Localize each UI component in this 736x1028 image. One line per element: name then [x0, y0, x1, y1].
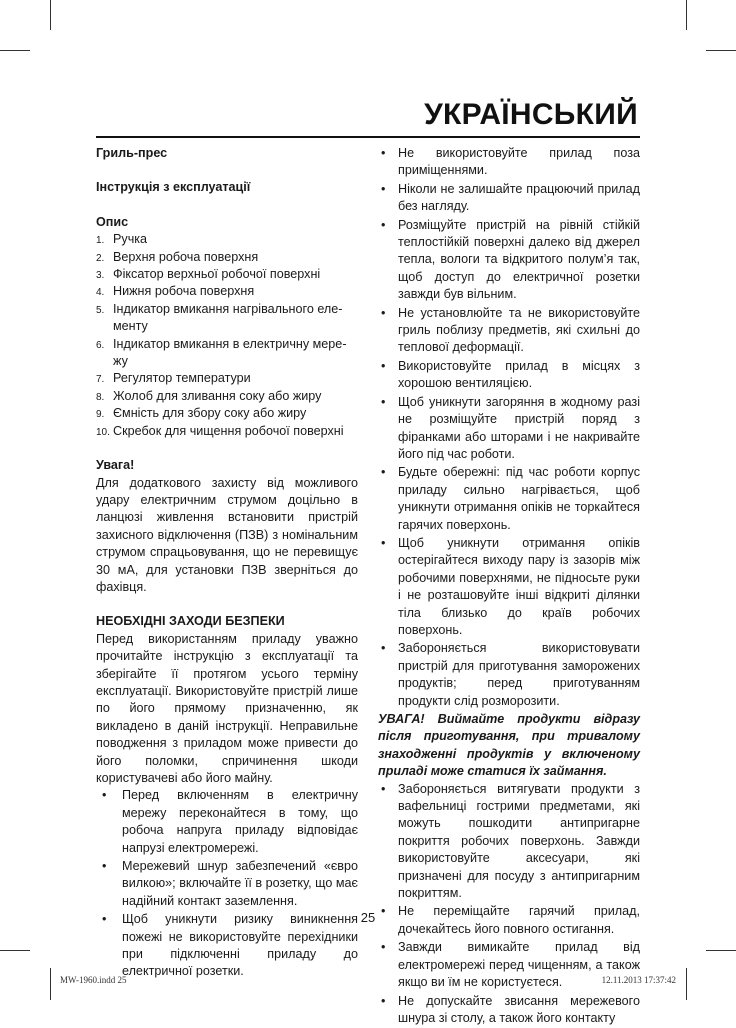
crop-mark — [50, 0, 51, 30]
crop-mark — [0, 50, 30, 51]
safety-item: • Використовуйте прилад в місцях з хорошою вентиляцією. — [378, 358, 640, 393]
safety-list-right — [378, 145, 640, 710]
description-item: 4. Нижня робоча поверхня — [96, 284, 255, 299]
description-item: 10. Скребок для чищення робочої поверхні — [96, 423, 344, 438]
crop-mark — [0, 950, 30, 951]
warning-text: Виймайте продукти відразу після приготування, при тривалому знаходженні продуктів у включеному приладі може статися їх займання. — [378, 712, 640, 779]
safety-item: • Щоб уникнути отримання опіків остерігайтеся виходу пару із зазорів між робочими поверхнями, не підносьте руки і не розташовуйте інші відкриті ділянки тіла близько до країв робочих поверхонь. — [378, 535, 640, 639]
safety-item: • Перед включенням в електричну мережу переконайтеся в тому, що робоча напруга приладу відповідає напрузі електромережі. — [96, 787, 358, 857]
crop-mark — [50, 968, 51, 1000]
description-item: 5. Індикатор вмикання нагрівального еле-менту — [96, 301, 343, 334]
warning-paragraph — [378, 711, 640, 781]
slug-timestamp: 12.11.2013 17:37:42 — [601, 975, 676, 985]
safety-item: • Щоб уникнути загоряння в жодному разі не розміщуйте пристрій поряд з фіранками або шторами і не накривайте його під час роботи. — [378, 394, 640, 464]
safety-item: • Забороняється витягувати продукти з вафельниці гострими предметами, які можуть пошкодити антипригарне покриття робочих поверхонь. Завжди використовуйте аксесуари, які призначені для посуду з антипригарним покриттям. — [378, 781, 640, 903]
crop-mark — [686, 968, 687, 1000]
page-number: 25 — [360, 910, 376, 925]
attention-heading: Увага! — [96, 458, 135, 473]
crop-mark — [706, 950, 736, 951]
description-item: 7. Регулятор температури — [96, 371, 251, 386]
safety-item: • Завжди вимикайте прилад від електромережі перед чищенням, а також якщо ви їм не користуєтеся. — [378, 939, 640, 991]
description-item: 9. Ємність для збору соку або жиру — [96, 406, 307, 421]
description-item: 8. Жолоб для зливання соку або жиру — [96, 388, 322, 403]
safety-intro: Перед використанням приладу уважно прочитайте інструкцію з експлуатації та зберігайте її протягом усього терміну експлуатації. Використовуйте пристрій лише по його прямому призначенню, як викладено в даній інструкції. Неправильне поводження з приладом може привести до його поломки, спричинення шкоди користувачеві або його майну. — [96, 631, 358, 785]
safety-item: • Не установлюйте та не використовуйте гриль поблизу предметів, які схильні до теплової деформації. — [378, 305, 640, 357]
safety-item: • Не використовуйте прилад поза приміщеннями. — [378, 145, 640, 180]
safety-list-right-2 — [378, 781, 640, 1028]
crop-mark — [706, 50, 736, 51]
safety-item: • Забороняється використовувати пристрій для приготування заморожених продуктів; перед приготуванням продукти слід розморозити. — [378, 640, 640, 710]
title-rule — [96, 136, 640, 138]
left-column — [96, 145, 358, 982]
safety-item: • Не допускайте звисання мережевого шнура зі столу, а також його контакту — [378, 993, 640, 1028]
description-item: 3. Фіксатор верхньої робочої поверхні — [96, 267, 321, 282]
safety-item: • Щоб уникнути ризику виникнення пожежі не використовуйте перехідники при підключенні приладу до електричної розетки. — [96, 911, 358, 981]
safety-item: • Розміщуйте пристрій на рівній стійкій теплостійкій поверхні далеко від джерел тепла, вологи та відкритого полум’я так, щоб доступ до електричної розетки завжди був вільним. — [378, 217, 640, 304]
description-list — [96, 231, 358, 440]
warning-label: УВАГА! — [378, 712, 425, 726]
attention-text: Для додаткового захисту від можливого удару електричним струмом доцільно в ланцюзі живлення встановити пристрій захисного відключення (ПЗВ) з номінальним струмом спрацьовування, що не перевищує 30 мА, для установки ПЗВ зверніться до фахівця. — [96, 475, 358, 594]
description-heading: Опис — [96, 214, 129, 229]
safety-item: • Ніколи не залишайте працюючий прилад без нагляду. — [378, 181, 640, 216]
safety-item: • Не переміщайте гарячий прилад, дочекайтесь його повного остигання. — [378, 903, 640, 938]
description-item: 1. Ручка — [96, 232, 148, 247]
language-title: УКРАЇНСЬКИЙ — [424, 98, 638, 131]
safety-list-left — [96, 787, 358, 980]
manual-title: Інструкція з експлуатації — [96, 180, 251, 195]
safety-item: • Мережевий шнур забезпечений «євро вилкою»; включайте її в розетку, що має надійний контакт заземлення. — [96, 858, 358, 910]
safety-item: • Будьте обережні: під час роботи корпус приладу сильно нагрівається, щоб уникнути отримання опіків не торкайтеся гарячих поверхонь. — [378, 464, 640, 534]
product-title: Гриль-прес — [96, 146, 168, 160]
right-column — [378, 145, 640, 1028]
safety-heading: НЕОБХІДНІ ЗАХОДИ БЕЗПЕКИ — [96, 614, 285, 629]
crop-mark — [686, 0, 687, 30]
description-item: 2. Верхня робоча поверхня — [96, 249, 259, 264]
description-item: 6. Індикатор вмикання в електричну мере-жу — [96, 336, 347, 369]
slug-filename: MW-1960.indd 25 — [60, 975, 127, 985]
